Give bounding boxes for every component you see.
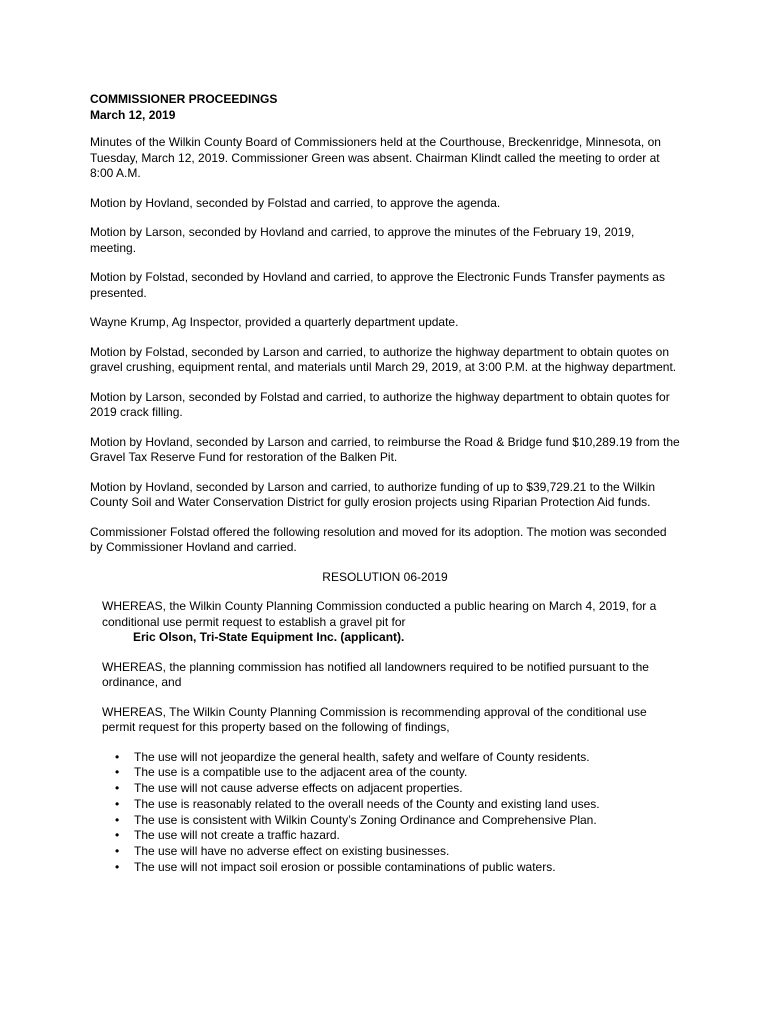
finding-text: The use will not jeopardize the general health, safety and welfare of County residents. — [134, 749, 590, 764]
applicant-name: Eric Olson, Tri-State Equipment Inc. (applicant). — [133, 630, 405, 644]
list-item — [115, 828, 680, 844]
motion-paragraph: Motion by Larson, seconded by Folstad and carried, to authorize the highway department to obtain quotes for 2019 crack filling. — [90, 389, 670, 419]
meeting-date: March 12, 2019 — [90, 107, 176, 122]
motion-paragraph: Motion by Larson, seconded by Hovland and carried, to approve the minutes of the February 19, 2019, meeting. — [90, 225, 635, 255]
list-item — [115, 844, 680, 860]
whereas-notification: WHEREAS, the planning commission has notified all landowners required to be notified pursuant to the ordinance, and — [102, 659, 649, 689]
finding-text: The use is reasonably related to the overall needs of the County and existing land uses. — [134, 796, 600, 811]
finding-text: The use will not cause adverse effects on adjacent properties. — [134, 781, 463, 796]
resolution-title: RESOLUTION 06-2019 — [322, 569, 448, 584]
minutes-intro-paragraph: Minutes of the Wilkin County Board of Commissioners held at the Courthouse, Breckenridge, Minnesota, on Tuesday, March 12, 2019. Commissioner Green was absent. Chairman Klindt called the meeting to order at 8:00 A.M. — [90, 135, 661, 180]
bullet-icon: • — [115, 765, 120, 780]
finding-text: The use is consistent with Wilkin County’s Zoning Ordinance and Comprehensive Plan. — [134, 812, 597, 827]
motion-paragraph: Motion by Hovland, seconded by Folstad and carried, to approve the agenda. — [90, 195, 501, 210]
bullet-icon: • — [115, 781, 120, 796]
document-page — [90, 92, 680, 876]
resolution-body — [90, 599, 680, 736]
list-item — [115, 860, 680, 876]
bullet-icon: • — [115, 749, 120, 764]
motion-paragraph: Motion by Folstad, seconded by Larson and carried, to authorize the highway department to obtain quotes on gravel crushing, equipment rental, and materials until March 29, 2019, at 3:00 P.M. at the highway department. — [90, 344, 677, 374]
motion-paragraph: Motion by Hovland, seconded by Larson and carried, to reimburse the Road & Bridge fund $10,289.19 from the Gravel Tax Reserve Fund for restoration of the Balken Pit. — [90, 434, 680, 464]
document-title: COMMISSIONER PROCEEDINGS — [90, 92, 278, 106]
list-item — [115, 796, 680, 813]
motion-paragraph: Motion by Hovland, seconded by Larson and carried, to authorize funding of up to $39,729.21 to the Wilkin County Soil and Water Conservation District for gully erosion projects using Riparian Protection Aid funds. — [90, 479, 656, 509]
whereas-hearing: WHEREAS, the Wilkin County Planning Commission conducted a public hearing on March 4, 2019, for a conditional use permit request to establish a gravel pit for — [102, 599, 657, 629]
whereas-recommendation: WHEREAS, The Wilkin County Planning Commission is recommending approval of the conditional use permit request for this property based on the following of findings, — [102, 704, 647, 734]
update-paragraph: Wayne Krump, Ag Inspector, provided a quarterly department update. — [90, 315, 459, 329]
list-item — [115, 812, 680, 829]
findings-list — [90, 750, 680, 876]
bullet-icon: • — [115, 844, 120, 859]
finding-text: The use is a compatible use to the adjacent area of the county. — [134, 765, 468, 780]
finding-text: The use will not create a traffic hazard. — [134, 828, 340, 843]
list-item — [115, 781, 680, 797]
list-item — [115, 765, 680, 781]
bullet-icon: • — [115, 828, 120, 843]
bullet-icon: • — [115, 812, 120, 827]
resolution-offer-paragraph: Commissioner Folstad offered the following resolution and moved for its adoption. The motion was seconded by Commissioner Hovland and carried. — [90, 524, 667, 554]
finding-text: The use will not impact soil erosion or possible contaminations of public waters. — [134, 860, 556, 875]
finding-text: The use will have no adverse effect on existing businesses. — [134, 844, 450, 859]
motion-paragraph: Motion by Folstad, seconded by Hovland and carried, to approve the Electronic Funds Transfer payments as presented. — [90, 270, 665, 300]
bullet-icon: • — [115, 860, 120, 875]
bullet-icon: • — [115, 796, 120, 811]
list-item — [115, 749, 680, 766]
